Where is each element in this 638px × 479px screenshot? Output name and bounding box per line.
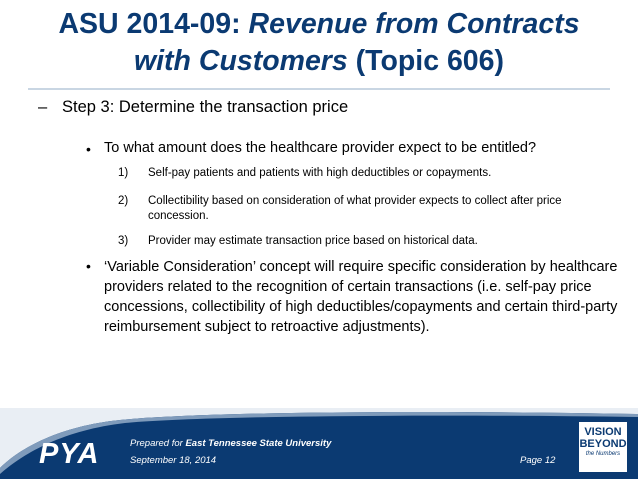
title-customers: with Customers: [133, 45, 348, 77]
step-heading: [38, 98, 348, 117]
footer-bar: [0, 408, 638, 479]
title-topic: (Topic 606): [355, 45, 505, 77]
list-item-text: Self-pay patients and patients with high deductibles or copayments.: [148, 167, 492, 179]
bullet-icon: •: [86, 258, 91, 274]
slide-title: [0, 6, 638, 80]
list-item-number: 2): [118, 195, 129, 207]
prepared-org: East Tennessee State University: [185, 438, 332, 449]
title-line-1: [0, 6, 638, 43]
variable-consideration-text: ‘Variable Consideration’ concept will require specific consideration by healthcare providers related to the recognition of certain transactions (i.e. self-pay price concessions, collectibility of high deductibles/copayments and certain third-party reimbursement subject to retroactive adjustments).: [104, 259, 618, 335]
badge-vision: VISION: [584, 426, 622, 438]
list-item-number: 1): [118, 167, 129, 179]
vision-beyond-badge: [577, 420, 629, 474]
title-divider: [28, 88, 610, 90]
pya-logo: PYA: [39, 438, 100, 470]
list-item-text: Provider may estimate transaction price based on historical data.: [148, 235, 478, 247]
title-revenue: Revenue from Contracts: [248, 8, 580, 40]
prepared-prefix: Prepared for: [130, 438, 183, 449]
badge-tagline: the Numbers: [585, 451, 621, 457]
title-line-2: [0, 43, 638, 80]
title-asu: ASU 2014-09:: [58, 8, 241, 40]
list-item-number: 3): [118, 235, 129, 247]
dash-marker: –: [38, 98, 48, 116]
badge-beyond: BEYOND: [579, 438, 627, 450]
bullet-icon: •: [86, 141, 91, 157]
page-number: Page 12: [520, 455, 556, 466]
list-item-text: Collectibility based on consideration of what provider expects to collect after price concession.: [148, 195, 562, 222]
step-text: Step 3: Determine the transaction price: [62, 98, 349, 116]
question-text: To what amount does the healthcare provider expect to be entitled?: [104, 140, 537, 156]
footer-date: September 18, 2014: [130, 455, 217, 466]
prepared-for: [130, 438, 331, 449]
